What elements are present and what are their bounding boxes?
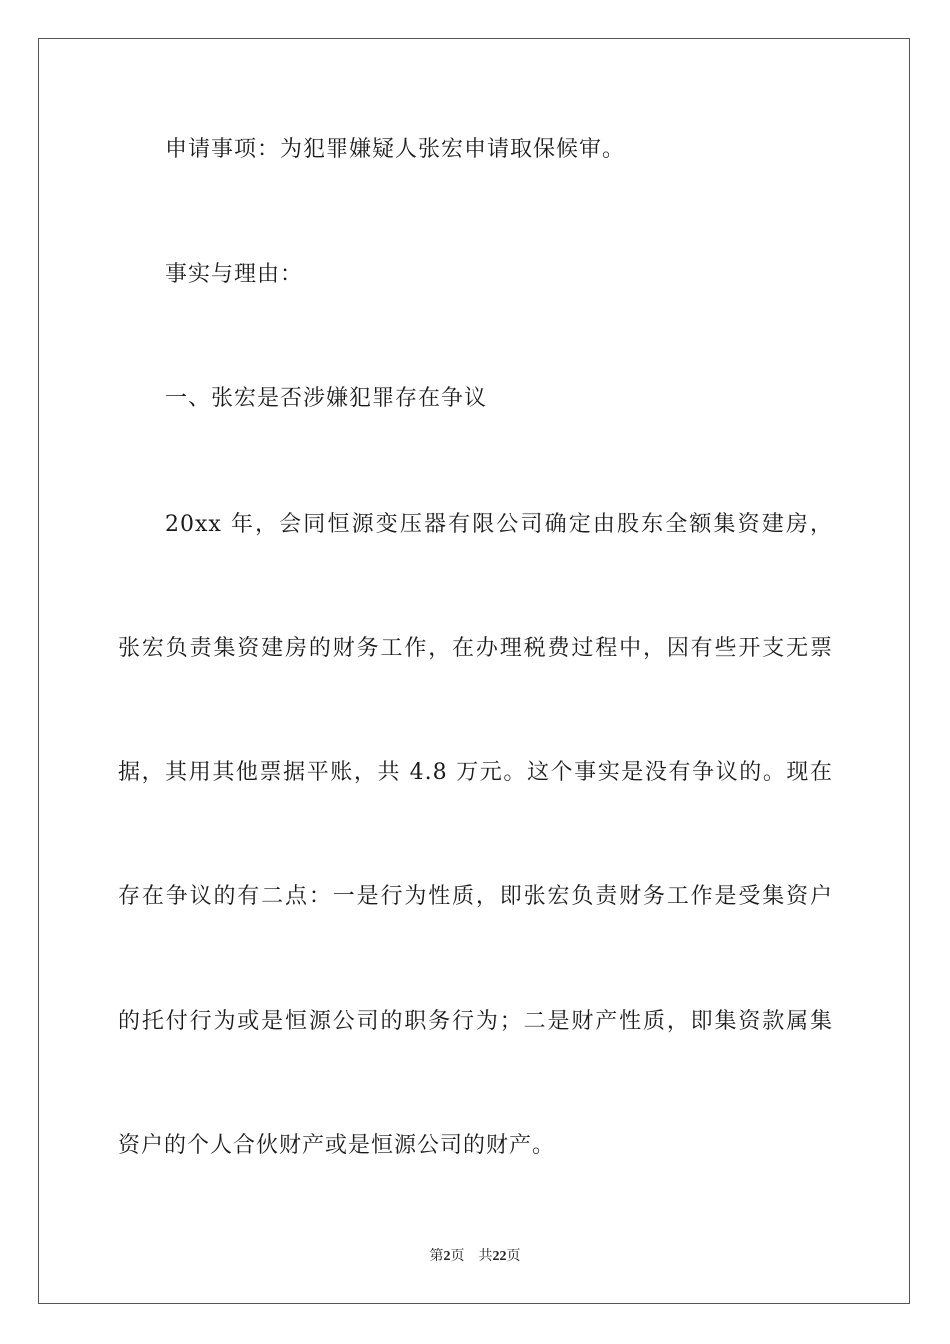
page-border — [38, 38, 910, 1304]
body-text-line: 资户的个人合伙财产或是恒源公司的财产。 — [118, 1133, 556, 1158]
body-text-line: 的托付行为或是恒源公司的职务行为；二是财产性质，即集资款属集 — [118, 1009, 833, 1034]
body-text-line: 存在争议的有二点：一是行为性质，即张宏负责财务工作是受集资户 — [118, 884, 833, 909]
body-text-line: 20xx 年，会同恒源变压器有限公司确定由股东全额集资建房， — [165, 512, 833, 537]
page-number: 2 — [443, 1249, 451, 1264]
page-prefix: 第 — [429, 1249, 444, 1264]
facts-reasons-heading: 事实与理由： — [165, 262, 304, 287]
total-prefix: 共 — [478, 1249, 493, 1264]
body-text-line: 据，其用其他票据平账，共 4.8 万元。这个事实是没有争议的。现在 — [118, 760, 833, 785]
body-text-line: 张宏负责集资建房的财务工作，在办理税费过程中，因有些开支无票 — [118, 636, 833, 661]
application-item-paragraph: 申请事项：为犯罪嫌疑人张宏申请取保候审。 — [165, 137, 626, 162]
total-suffix: 页 — [506, 1249, 521, 1264]
page-suffix: 页 — [450, 1249, 465, 1264]
total-pages: 22 — [492, 1249, 507, 1264]
section-one-heading: 一、张宏是否涉嫌犯罪存在争议 — [165, 386, 488, 411]
page-footer — [0, 1248, 950, 1266]
